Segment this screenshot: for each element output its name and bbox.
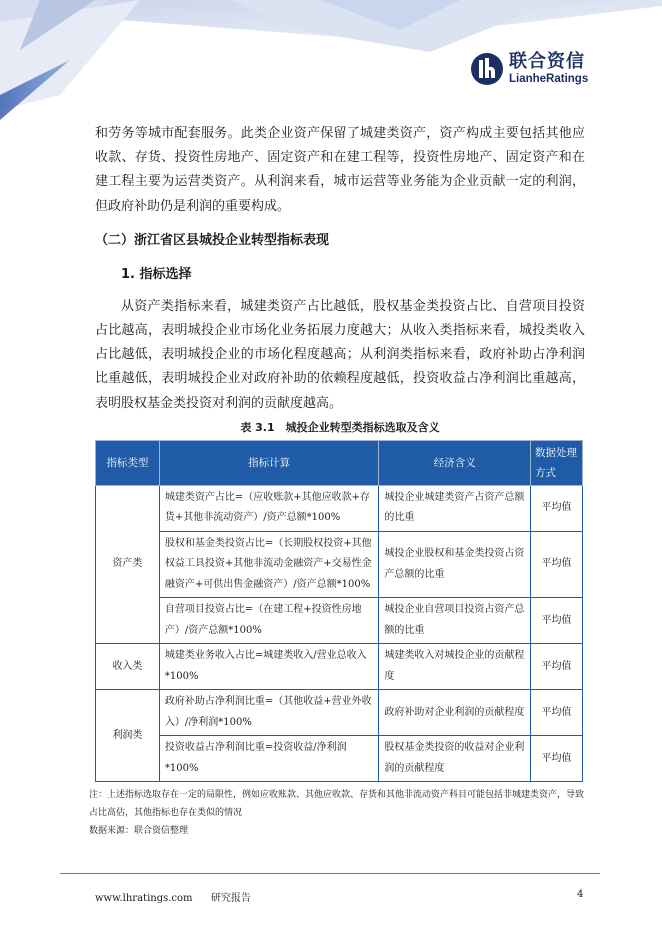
table-header-row: [96, 440, 583, 485]
header-formula: 指标计算: [159, 440, 379, 485]
logo-name-en: LianheRatings: [509, 72, 589, 85]
company-logo: [470, 52, 588, 86]
footer-doc-type: 研究报告: [210, 893, 251, 904]
table-row: [96, 736, 583, 782]
table-row: [96, 485, 583, 531]
meaning-cell: 城投企业城建类资产占资产总额的比重: [379, 485, 531, 531]
header-type: 指标类型: [96, 440, 160, 485]
logo-name-cn: 联合资信: [509, 50, 585, 72]
footer-website: www.lhratings.com: [95, 893, 193, 904]
meaning-cell: 政府补助对企业利润的贡献程度: [379, 690, 531, 736]
paragraph-indicators: 从资产类指标来看，城建类资产占比越低，股权基金类投资占比、自营项目投资占比越高，表明城投企业市场化业务拓展力度越大；从收入类指标来看，城投类收入占比越低，表明城投企业的市场化程度越高；从利润类指标来看，政府补助占净利润比重越低，表明城投企业对政府补助的依赖程度越低，投资收益占净利润比重越高，表明股权基金类投资对利润的贡献度越高。: [95, 298, 585, 411]
table-note: 注：上述指标选取存在一定的局限性，例如应收账款、其他应收款、存货和其他非流动资产科目可能包括非城建类资产，导致占比高估，其他指标也存在类似的情况: [89, 790, 585, 819]
sub-heading: 1. 指标选择: [121, 266, 192, 282]
formula-cell: 投资收益占净利润比重=投资收益/净利润*100%: [159, 736, 379, 782]
table-caption: 表 3.1 城投企业转型类指标选取及含义: [240, 420, 440, 434]
category-cell: 资产类: [96, 485, 160, 644]
table-row: [96, 690, 583, 736]
main-content: [89, 122, 585, 840]
page-number: 4: [577, 889, 584, 900]
formula-cell: 城建类业务收入占比=城建类收入/营业总收入*100%: [159, 644, 379, 690]
meaning-cell: 城建类收入对城投企业的贡献程度: [379, 644, 531, 690]
indicator-table: [95, 440, 583, 783]
table-row: [96, 644, 583, 690]
method-cell: 平均值: [531, 644, 583, 690]
lianhe-logo-icon: [470, 52, 504, 86]
table-row: [96, 531, 583, 598]
meaning-cell: 城投企业自营项目投资占资产总额的比重: [379, 598, 531, 644]
formula-cell: 城建类资产占比=（应收账款+其他应收款+存货+其他非流动资产）/资产总额*100%: [159, 485, 379, 531]
method-cell: 平均值: [531, 598, 583, 644]
category-cell: 利润类: [96, 690, 160, 782]
method-cell: 平均值: [531, 485, 583, 531]
formula-cell: 自营项目投资占比=（在建工程+投资性房地产）/资产总额*100%: [159, 598, 379, 644]
section-heading: （二）浙江省区县城投企业转型指标表现: [95, 232, 330, 248]
table-row: [96, 598, 583, 644]
formula-cell: 政府补助占净利润比重=（其他收益+营业外收入）/净利润*100%: [159, 690, 379, 736]
method-cell: 平均值: [531, 690, 583, 736]
category-cell: 收入类: [96, 644, 160, 690]
meaning-cell: 股权基金类投资的收益对企业利润的贡献程度: [379, 736, 531, 782]
paragraph-intro: 和劳务等城市配套服务。此类企业资产保留了城建类资产，资产构成主要包括其他应收款、存货、投资性房地产、固定资产和在建工程等，投资性房地产、固定资产和在建工程主要为运营类资产。从利润来看，城市运营等业务能为企业贡献一定的利润，但政府补助仍是利润的重要构成。: [95, 126, 585, 214]
header-meaning: 经济含义: [379, 440, 531, 485]
footer-info: [95, 889, 251, 904]
header-method: 数据处理方式: [531, 440, 583, 485]
footer-divider: [60, 873, 600, 874]
method-cell: 平均值: [531, 531, 583, 598]
data-source: 数据来源：联合资信整理: [89, 826, 189, 837]
meaning-cell: 城投企业股权和基金类投资占资产总额的比重: [379, 531, 531, 598]
method-cell: 平均值: [531, 736, 583, 782]
formula-cell: 股权和基金类投资占比=（长期股权投资+其他权益工具投资+其他非流动金融资产+交易性金融资产+可供出售金融资产）/资产总额*100%: [159, 531, 379, 598]
